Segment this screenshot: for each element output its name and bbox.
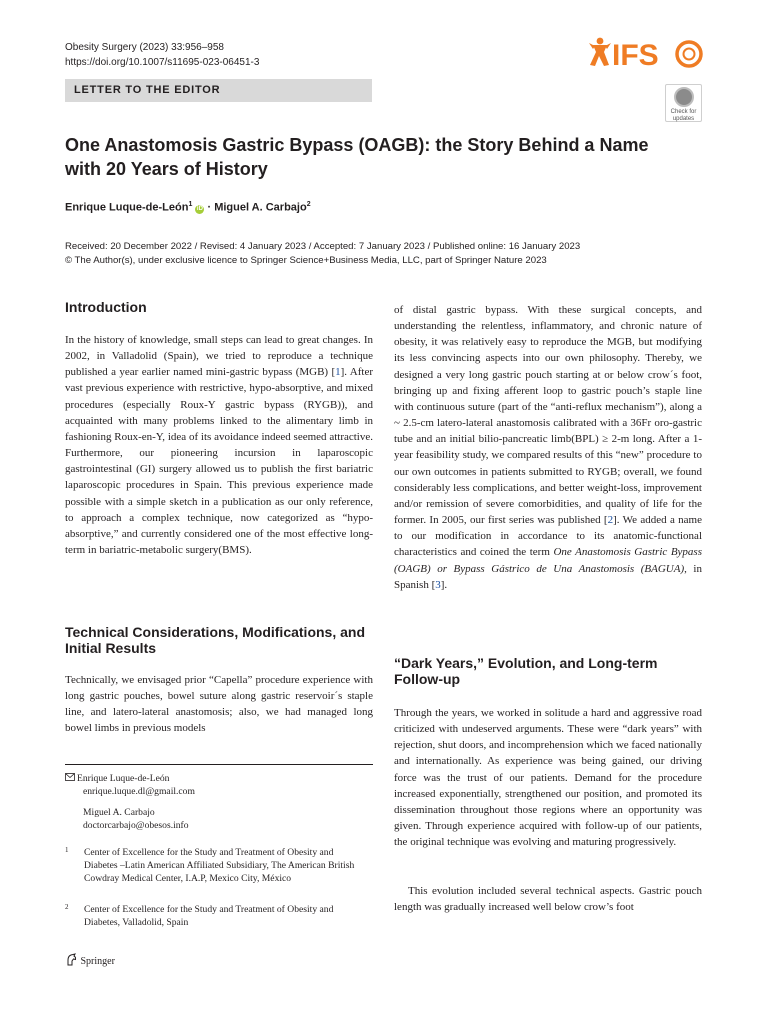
paragraph-text: Through the years, we worked in solitude a hard and aggressive road criticized with undeserved arguments. These were “dark years” with rejection, shut doors, and incomprehension which we faced nationally and internationally. As experience was being gained, our driving force was the trust of our patients. Demand for the procedure increased exponentially, strengthened our position, and promoted its dissemination throughout those regions where an opportunity was given. Through experience acquired with follow-up of our patients, the original technique was evolving and maturing progressively.: [394, 707, 702, 849]
logo-text: IFS: [612, 39, 659, 71]
author-affiliation-marker: 1: [188, 201, 193, 208]
journal-info: [65, 40, 259, 70]
copyright-line: © The Author(s), under exclusive licence to Springer Science+Business Media, LLC, part of Springer Nature 2023: [65, 255, 547, 266]
contact-email[interactable]: enrique.luque.dl@gmail.com: [83, 786, 195, 797]
journal-citation: Obesity Surgery (2023) 33:956–958: [65, 42, 224, 53]
check-for-updates-badge[interactable]: [665, 84, 702, 122]
author-line: [65, 201, 311, 214]
affiliation: [65, 846, 365, 885]
springer-horse-icon: [65, 956, 78, 967]
article-title: One Anastomosis Gastric Bypass (OAGB): the Story Behind a Name with 20 Years of History: [65, 135, 649, 179]
ifso-logo: [587, 35, 705, 71]
contact-name: Enrique Luque-de-León: [77, 773, 170, 784]
body-paragraph: [394, 302, 702, 593]
orcid-icon[interactable]: iD: [196, 205, 203, 212]
section-heading: Introduction: [65, 299, 147, 315]
contact-email[interactable]: doctorcarbajo@obesos.info: [83, 820, 189, 831]
dates-line: Received: 20 December 2022 / Revised: 4 January 2023 / Accepted: 7 January 2023 / Published online: 16 January 2023: [65, 241, 581, 252]
body-paragraph: [394, 883, 702, 915]
paragraph-text: In the history of knowledge, small steps can lead to great changes. In 2002, in Valladolid (Spain), we tried to reproduce a technique published a year earlier named mini-gastric bypass (MGB) [: [65, 334, 373, 379]
paragraph-text: This evolution included several technical aspects. Gastric pouch length was gradually increased well below crow’s foot: [394, 885, 702, 914]
section-heading: Technical Considerations, Modifications, and Initial Results: [65, 624, 366, 656]
affiliation-number: 2: [65, 903, 69, 911]
check-updates-text-2: updates: [672, 115, 695, 122]
publisher-name: Springer: [80, 956, 115, 967]
body-paragraph: [65, 672, 373, 737]
italic-term: One Anastomosis Gastric Bypass (OAGB) or Bypass Gástrico de Una Anastomosis (BAGUA): [394, 546, 702, 575]
publisher-footer: [65, 953, 115, 967]
paragraph-text: ]. We added a name to our modification in accordance to its anatomic-functional characteristics and coined the term: [394, 514, 702, 559]
corresponding-author-block: [65, 772, 373, 832]
affiliation-text: Center of Excellence for the Study and Treatment of Obesity and Diabetes –Latin American Affiliated Subsidiary, The American British Cowdray Medical Center, I.A.P, Mexico City, México: [84, 847, 355, 884]
paragraph-text: ].: [440, 578, 448, 591]
body-paragraph: [65, 332, 373, 558]
author-name[interactable]: Enrique Luque-de-León: [65, 201, 189, 214]
envelope-icon: [65, 772, 77, 785]
citation-link[interactable]: 2: [607, 514, 614, 527]
paragraph-text: ]. After vast previous experience with restrictive, hypo-absorptive, and mixed procedures (especially Roux-Y gastric bypass (RYGB)), and acquainted with many problems linked to the alimentary limb in fashioning Roux-en-Y, idea of its avoidance indeed seemed attractive. Furthermore, our pioneering incursion in laparoscopic gastrointestinal (GI) surgery allowed us to publish the first bariatric laparoscopic procedures in Spain. This previous experience made possible with a simple sketch in a publication as our only reference, to approach a complex technique, now categorized as “hypo-absorptive,” and currently considered one of the most effective long-term in bariatric-metabolic surgery(BMS).: [65, 366, 374, 557]
author-separator: ·: [204, 201, 215, 214]
paragraph-text: Technically, we envisaged prior “Capella” procedure experience with long gastric pouches, bowel suture along gastric reservoir´s staple line, and latero-lateral anastomosis; also, we had managed long bowel limbs in previous models: [65, 674, 373, 735]
body-paragraph: [394, 705, 702, 850]
citation-link[interactable]: 1: [335, 366, 341, 379]
publication-history: [65, 240, 580, 268]
footnote-divider: [65, 764, 373, 765]
check-updates-text-1: Check for: [670, 109, 697, 115]
article-type-banner: LETTER TO THE EDITOR: [65, 79, 372, 102]
author-name[interactable]: Miguel A. Carbajo: [214, 201, 307, 214]
paragraph-text: , in Spanish [: [394, 562, 702, 591]
section-heading: “Dark Years,” Evolution, and Long-term Follow-up: [394, 655, 658, 687]
author-affiliation-marker: 2: [306, 201, 311, 208]
affiliation: [65, 903, 365, 929]
doi-link[interactable]: https://doi.org/10.1007/s11695-023-06451-3: [65, 57, 260, 68]
citation-link[interactable]: 3: [435, 578, 441, 591]
check-for-updates-icon: [674, 87, 694, 107]
contact-name: Miguel A. Carbajo: [83, 807, 155, 818]
affiliation-text: Center of Excellence for the Study and Treatment of Obesity and Diabetes, Valladolid, Spain: [84, 904, 334, 928]
paragraph-text: of distal gastric bypass. With these surgical concepts, and understanding the relentless, inflammatory, and chronic nature of obesity, it was relatively easy to reproduce the MGB, but modifying its less convincing aspects into our own philosophy. Thereby, we designed a very long gastric pouch starting at or below crow´s foot, bringing up and fixing afferent loop to gastric pouch’s staple line with continuous suture (part of the “anti-reflux mechanism”), along a ~ 2.5-cm latero-lateral anastomosis calibrated with a 36Fr oro-gastric tube and an initial bilio-pancreatic limb(BPL) ≥ 2-m long. After a 1-year feasibility study, we compared results of this “new” procedure to our own outcomes in patients submitted to RYGB; overall, we found considerably less complications, and better weight-loss, improvement and/or remission of severe comorbidities, and quality of life for the former. In 2005, our first series was published [: [394, 304, 702, 527]
affiliation-number: 1: [65, 846, 69, 854]
